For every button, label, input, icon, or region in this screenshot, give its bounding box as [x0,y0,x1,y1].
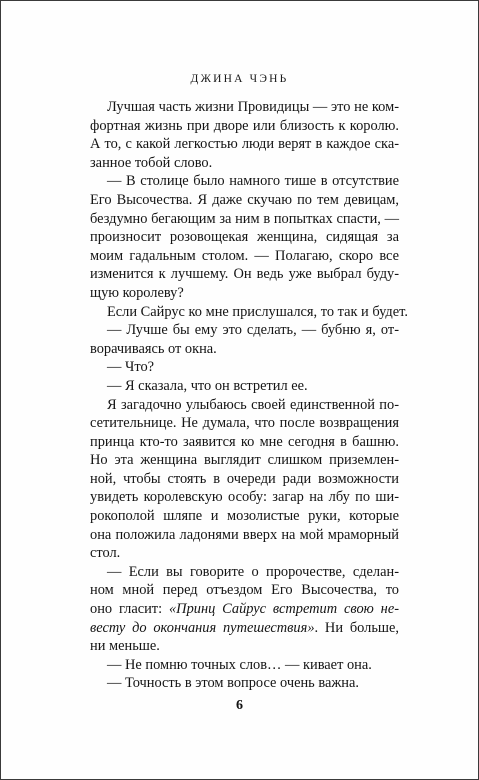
text-line [90,377,399,396]
text-segment: — Если вы говорите о пророчестве, сделан- [107,563,399,580]
running-head: ДЖИНА ЧЭНЬ [190,73,289,85]
text-segment: бездумно бегающим за ним в попытках спасти, — [90,210,399,227]
text-segment: — Точность в этом вопросе очень важна. [107,675,359,692]
text-segment: стол. [90,545,121,562]
text-segment: — Что? [107,359,155,376]
text-line [90,451,399,470]
text-segment: она положила ладонями вверх на мой мраморный [90,526,399,543]
text-segment: изменится к лучшему. Он ведь уже выбрал буду- [90,266,399,283]
text-line [90,117,399,136]
text-line [90,247,399,266]
text-segment: произносит розовощекая женщина, сидящая за [90,229,399,246]
text-line [90,433,399,452]
text-segment: фортная жизнь при дворе или близость к королю. [90,117,399,134]
text-segment: Если Сайрус ко мне прислушался, то так и будет. [107,303,408,320]
text-segment: сетительнице. Не думала, что после возвращения [90,415,399,432]
text-segment: ни меньше. [90,638,160,655]
text-line [90,265,399,284]
text-line [90,470,399,489]
page-number: 6 [236,698,243,713]
text-line [90,656,399,675]
text-line [90,581,399,600]
text-segment: — Не помню точных слов… — кивает она. [107,656,372,673]
text-line [90,414,399,433]
text-segment: оно гласит: [90,601,169,618]
text-segment: моим гадальным столом. — Полагаю, скоро все [90,247,399,264]
text-segment: увидеть королевскую особу: загар на лбу по ши- [90,489,399,506]
text-line [90,284,399,303]
text-segment: Но эта женщина выглядит слишком приземлен- [90,452,399,469]
text-segment: щую королеву? [90,284,184,301]
text-line [90,340,399,359]
text-line [90,135,399,154]
text-segment: ном мной перед отъездом Его Высочества, то [90,582,399,599]
text-segment: — Лучше бы ему это сделать, — бубню я, от- [107,322,399,339]
text-segment: . Ни больше, [314,619,399,636]
text-segment: ной, чтобы стоять в очереди ради возможности [90,470,399,487]
text-line [90,303,408,322]
italic-text: весту до окончания путешествия» [90,619,315,636]
body-text [90,98,408,693]
text-line [90,563,399,582]
text-line [90,396,399,415]
text-line [90,526,399,545]
text-line [90,321,399,340]
text-segment: Лучшая часть жизни Провидицы — это не ком- [107,99,399,115]
italic-text: «Принц Сайрус встретит свою не- [168,601,400,618]
text-line [90,228,399,247]
text-line [90,98,399,117]
text-segment: занное тобой слово. [90,154,213,171]
text-segment: Его Высочества. Я даже скучаю по тем девицам, [90,191,399,208]
text-segment: ворачиваясь от окна. [90,340,217,357]
text-segment: Я загадочно улыбаюсь своей единственной по- [107,396,399,413]
text-line [90,358,399,377]
text-line [90,600,399,619]
text-line [90,544,399,563]
text-line [90,507,399,526]
text-segment: рокополой шляпе и мозолистые руки, которые [90,508,399,525]
text-line [90,488,399,507]
text-line [90,637,399,656]
text-segment: принца кто-то заявится ко мне сегодня в башню. [90,433,399,450]
text-segment: — В столице было намного тише в отсутствие [107,173,399,190]
text-segment: — Я сказала, что он встретил ее. [107,377,308,394]
text-line [90,172,399,191]
text-line [90,210,399,229]
text-line [90,191,399,210]
text-line [90,619,399,638]
text-line [90,674,399,693]
text-segment: А то, с какой легкостью люди верят в каждое ска- [90,136,399,153]
text-line [90,154,399,173]
